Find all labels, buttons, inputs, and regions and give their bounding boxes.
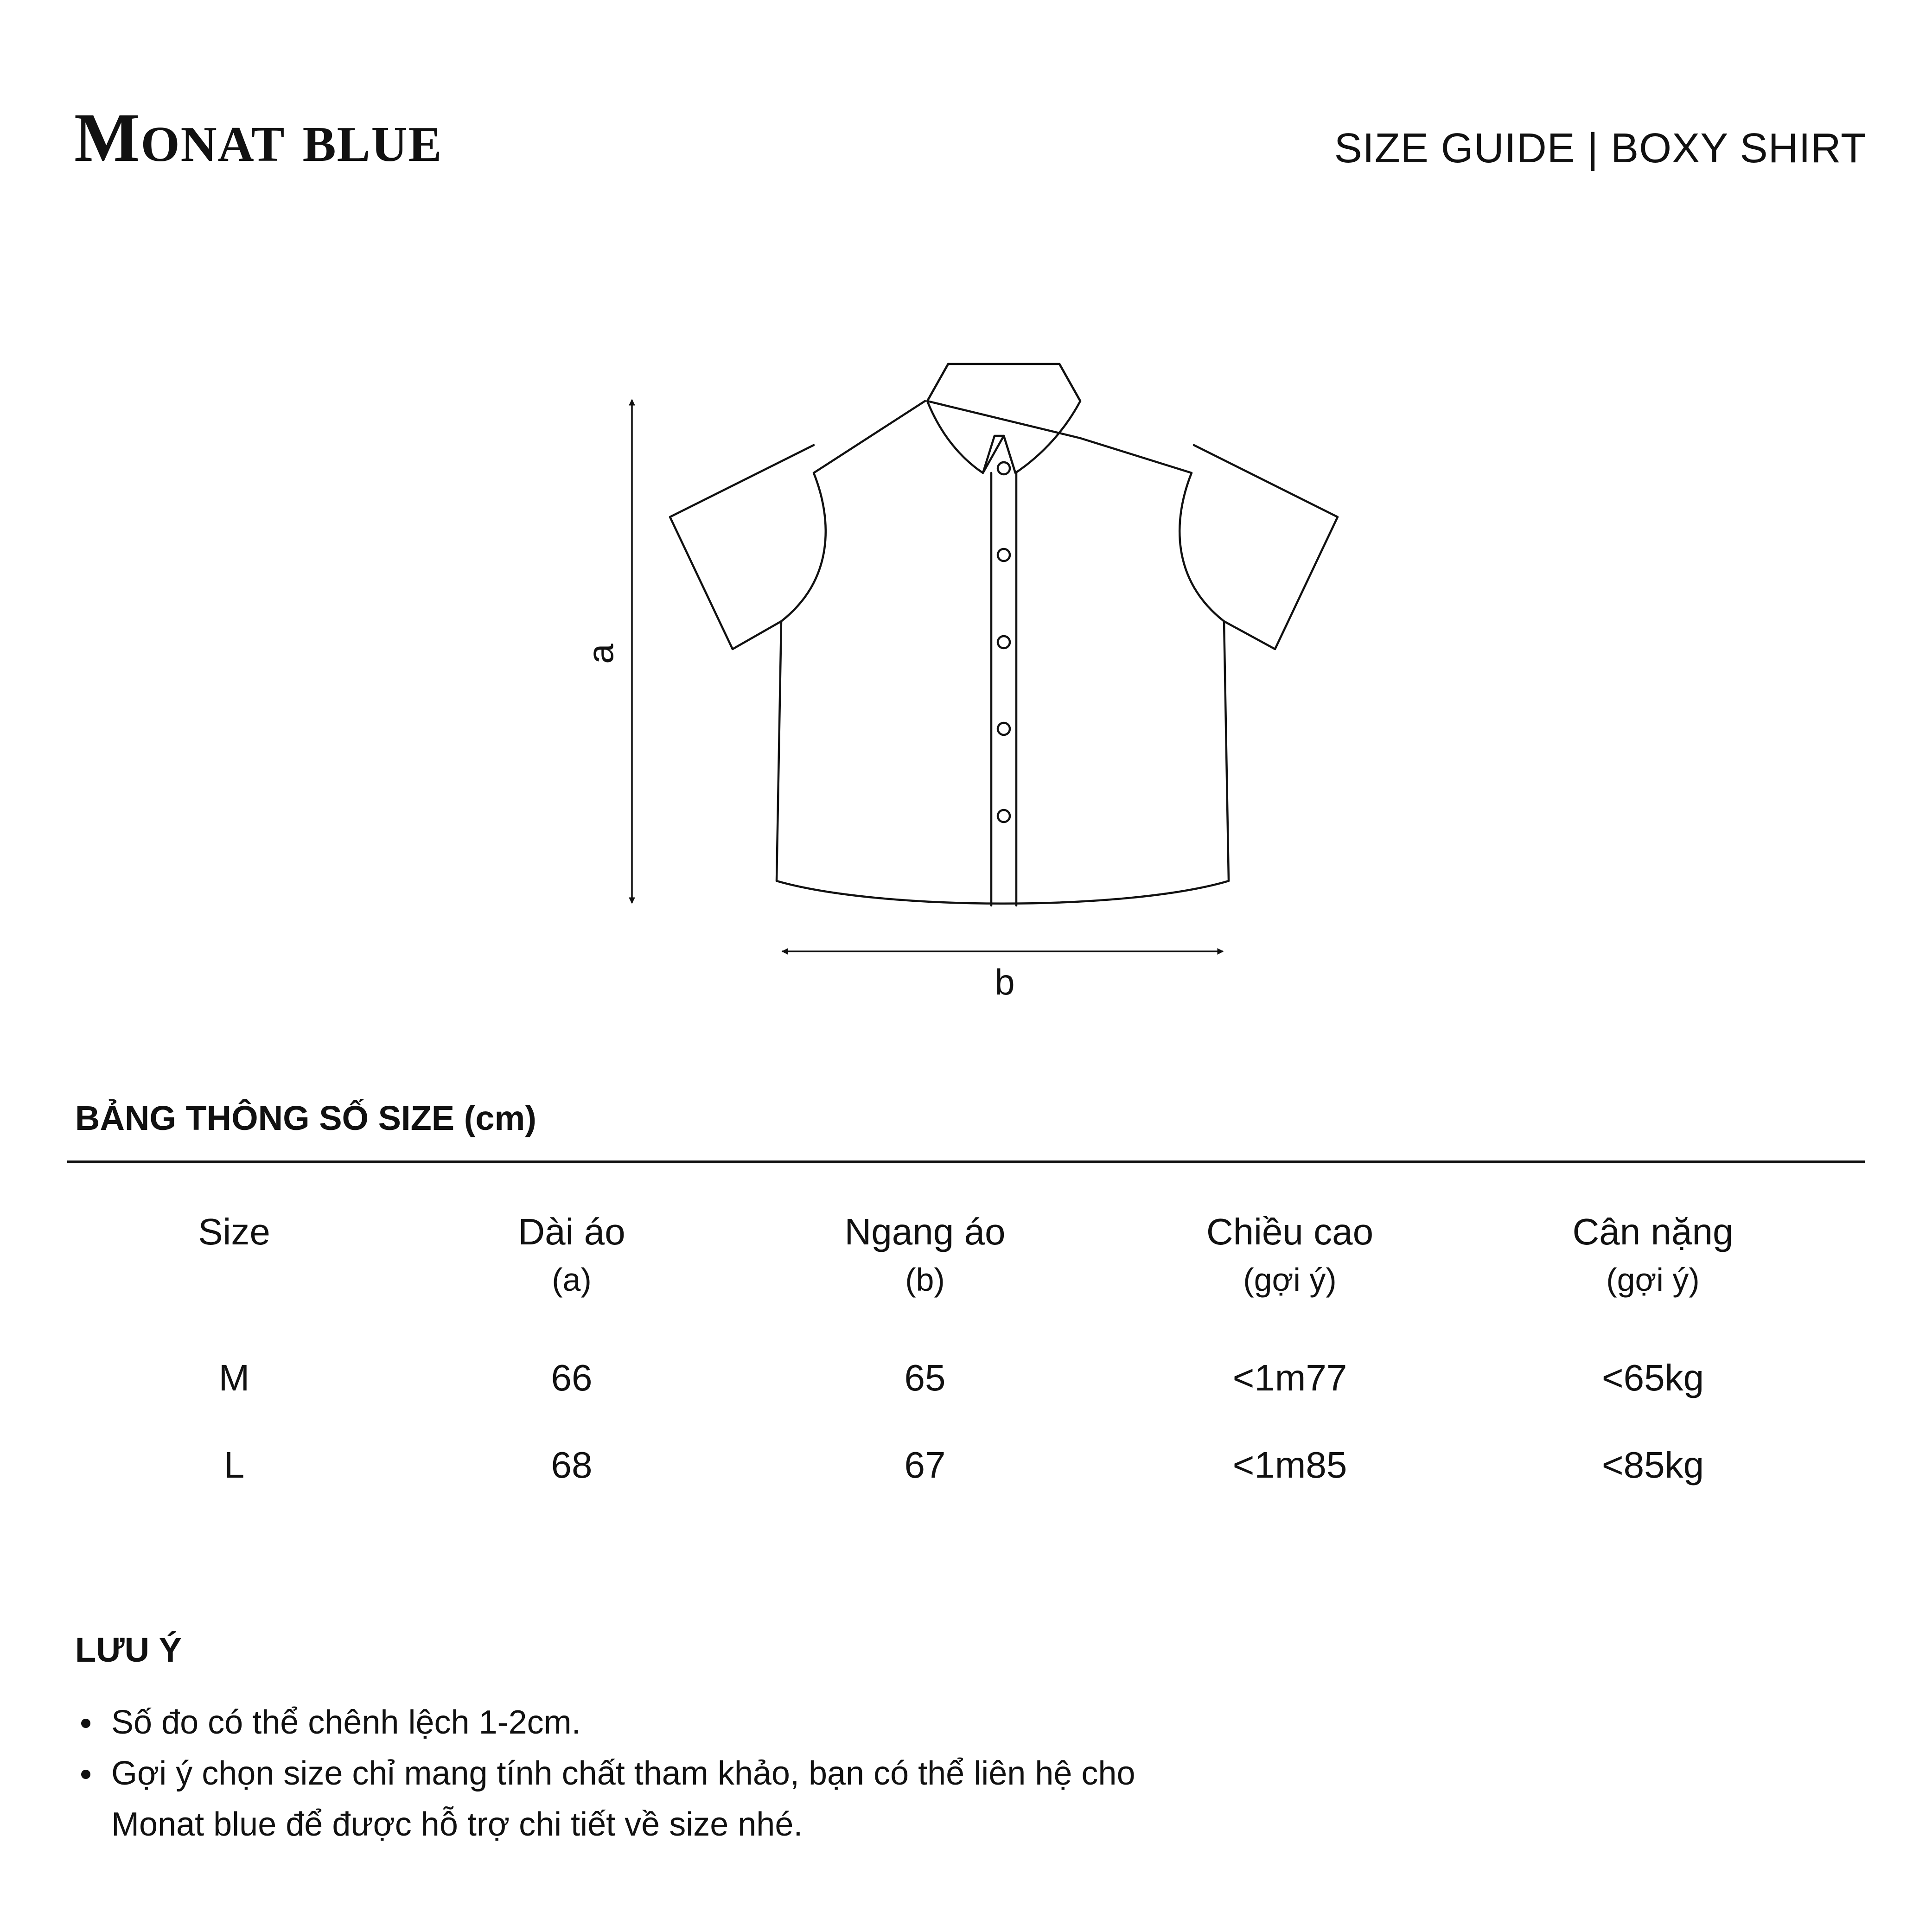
- dimension-b-label: b: [995, 962, 1015, 1002]
- bullet-icon: [81, 1719, 90, 1728]
- header-height: Chiều cao: [1206, 1211, 1374, 1252]
- bullet-icon: [81, 1770, 90, 1779]
- header-size: Size: [198, 1211, 270, 1252]
- header-length-sub: (a): [552, 1262, 592, 1298]
- table-cell: 65: [904, 1357, 946, 1398]
- button-5: [998, 810, 1010, 822]
- shirt-collar: [927, 364, 1080, 473]
- note-text: Gợi ý chọn size chỉ mang tính chất tham khảo, bạn có thể liên hệ cho Monat blue để được hỗ trợ chi tiết về size nhé.: [111, 1755, 1135, 1843]
- shirt-right-sleeve: [1194, 445, 1338, 649]
- shirt-diagram: [575, 352, 1372, 1020]
- table-cell: 66: [551, 1357, 593, 1398]
- note-text: Số đo có thể chênh lệch 1-2cm.: [111, 1704, 581, 1741]
- brand-logo: [74, 99, 443, 176]
- table-cell: L: [223, 1444, 245, 1486]
- table-cell: 68: [551, 1444, 593, 1486]
- brand-name-tail: BLUE: [302, 117, 443, 172]
- table-cell: <1m85: [1232, 1444, 1347, 1486]
- notes-title: LƯU Ý: [75, 1631, 182, 1669]
- header-weight-sub: (gợi ý): [1606, 1262, 1700, 1298]
- shirt-body-outline: [777, 401, 1229, 904]
- button-1: [998, 462, 1010, 474]
- notes-list: [74, 1697, 1141, 1850]
- header-weight: Cân nặng: [1572, 1211, 1734, 1252]
- size-table-title: BẢNG THÔNG SỐ SIZE (cm): [75, 1099, 536, 1137]
- note-item: [74, 1697, 1141, 1748]
- button-2: [998, 549, 1010, 561]
- dimension-a-label: a: [580, 644, 621, 664]
- note-item: [74, 1748, 1141, 1850]
- table-cell: <65kg: [1601, 1357, 1704, 1398]
- document-title: SIZE GUIDE | BOXY SHIRT: [1334, 125, 1867, 172]
- header-width: Ngang áo: [844, 1211, 1006, 1252]
- button-3: [998, 636, 1010, 648]
- table-cell: <85kg: [1601, 1444, 1704, 1486]
- table-cell: M: [218, 1357, 250, 1398]
- button-4: [998, 723, 1010, 735]
- shirt-collar-band: [927, 364, 1080, 473]
- brand-name-rest: ONAT: [140, 117, 286, 172]
- shirt-placket: [991, 473, 1016, 905]
- shirt-left-sleeve: [670, 445, 814, 649]
- header-height-sub: (gợi ý): [1243, 1262, 1337, 1298]
- table-cell: <1m77: [1232, 1357, 1347, 1398]
- header-length: Dài áo: [518, 1211, 625, 1252]
- table-divider: [67, 1160, 1865, 1163]
- table-cell: 67: [904, 1444, 946, 1486]
- brand-initial: M: [74, 99, 141, 176]
- shirt-diagram-svg: [575, 352, 1372, 1020]
- header-width-sub: (b): [905, 1262, 945, 1298]
